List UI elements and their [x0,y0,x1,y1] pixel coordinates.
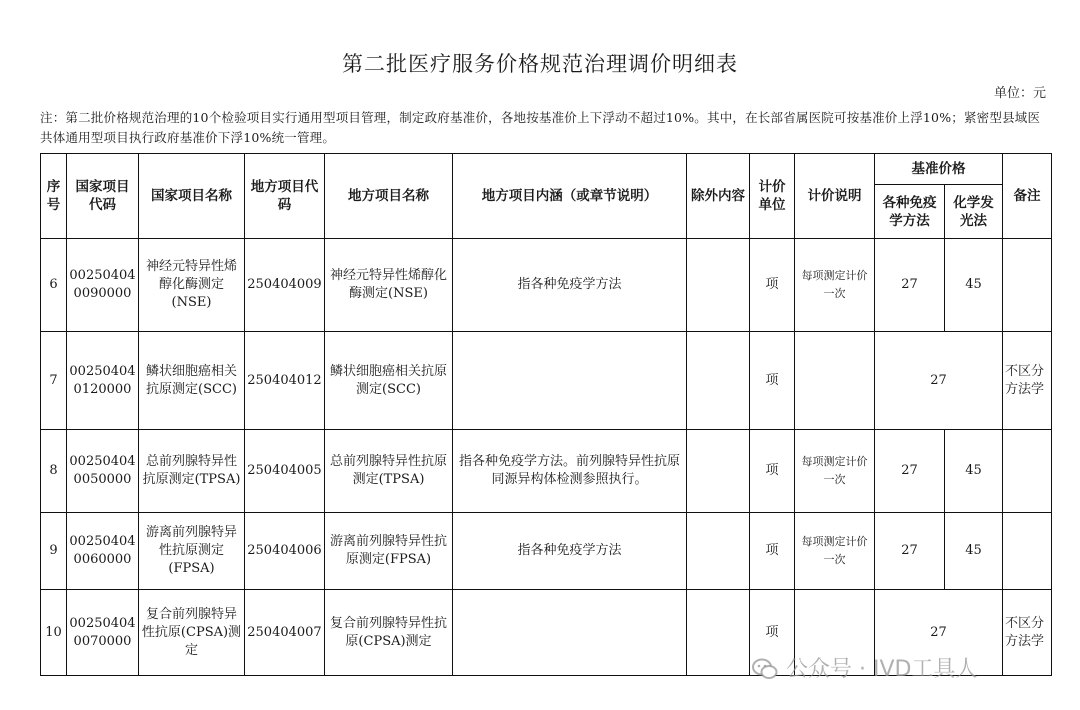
header-pricing-note: 计价说明 [795,154,875,239]
cell-price-chemi: 45 [945,513,1003,590]
header-pricing-unit: 计价单位 [750,154,795,239]
cell-seq: 9 [41,513,67,590]
cell-price-merged: 27 [875,332,1003,430]
cell-national-name: 鳞状细胞癌相关抗原测定(SCC) [139,332,245,430]
cell-content: 指各种免疫学方法。前列腺特异性抗原同源异构体检测参照执行。 [453,430,687,513]
cell-exclusions [687,332,750,430]
cell-remarks: 不区分方法学 [1003,590,1052,676]
cell-content [453,590,687,676]
watermark [752,652,977,683]
cell-price-chemi: 45 [945,430,1003,513]
cell-unit: 项 [750,332,795,430]
table-row [41,332,1052,430]
header-seq: 序号 [41,154,67,239]
cell-price-immuno: 27 [875,239,945,332]
cell-seq: 8 [41,430,67,513]
cell-unit: 项 [750,590,795,676]
cell-local-code: 250404009 [245,239,325,332]
cell-local-name: 复合前列腺特异性抗原(CPSA)测定 [325,590,453,676]
cell-seq: 6 [41,239,67,332]
cell-local-name: 总前列腺特异性抗原测定(TPSA) [325,430,453,513]
cell-price-chemi: 45 [945,239,1003,332]
header-remarks: 备注 [1003,154,1052,239]
cell-exclusions [687,430,750,513]
cell-unit: 项 [750,513,795,590]
header-method-chemi: 化学发光法 [945,185,1003,239]
header-exclusions: 除外内容 [687,154,750,239]
cell-remarks [1003,430,1052,513]
table-row [41,430,1052,513]
cell-remarks [1003,239,1052,332]
header-base-price: 基准价格 [875,154,1003,185]
header-local-content: 地方项目内涵（或章节说明） [453,154,687,239]
price-table [40,153,1052,676]
cell-unit: 项 [750,430,795,513]
cell-national-code: 00250404 0070000 [67,590,139,676]
cell-local-code: 250404007 [245,590,325,676]
cell-national-code: 00250404 0060000 [67,513,139,590]
cell-local-code: 250404005 [245,430,325,513]
cell-pricing-note: 每项测定计价一次 [795,239,875,332]
cell-national-code: 00250404 0050000 [67,430,139,513]
cell-national-name: 复合前列腺特异性抗原(CPSA)测定 [139,590,245,676]
cell-content [453,332,687,430]
cell-exclusions [687,239,750,332]
cell-national-code: 00250404 0120000 [67,332,139,430]
header-method-immuno: 各种免疫学方法 [875,185,945,239]
cell-content: 指各种免疫学方法 [453,239,687,332]
cell-price-merged: 27 [875,590,1003,676]
unit-label: 单位：元 [993,86,1046,101]
cell-seq: 10 [41,590,67,676]
cell-pricing-note: 每项测定计价一次 [795,513,875,590]
cell-exclusions [687,590,750,676]
cell-national-name: 总前列腺特异性抗原测定(TPSA) [139,430,245,513]
cell-local-code: 250404006 [245,513,325,590]
header-national-name: 国家项目名称 [139,154,245,239]
header-row-top [41,154,1052,185]
header-national-code: 国家项目代码 [67,154,139,239]
cell-price-immuno: 27 [875,430,945,513]
table-row [41,239,1052,332]
watermark-text: 公众号 · IVD工具人 [786,657,978,682]
document-title: 第二批医疗服务价格规范治理调价明细表 [342,52,738,76]
cell-national-name: 神经元特异性烯醇化酶测定(NSE) [139,239,245,332]
cell-unit: 项 [750,239,795,332]
cell-local-name: 鳞状细胞癌相关抗原测定(SCC) [325,332,453,430]
cell-local-name: 游离前列腺特异性抗原测定(FPSA) [325,513,453,590]
cell-content: 指各种免疫学方法 [453,513,687,590]
cell-local-code: 250404012 [245,332,325,430]
cell-pricing-note [795,332,875,430]
table-row [41,513,1052,590]
cell-price-immuno: 27 [875,513,945,590]
header-local-code: 地方项目代码 [245,154,325,239]
cell-remarks [1003,513,1052,590]
cell-seq: 7 [41,332,67,430]
cell-local-name: 神经元特异性烯醇化酶测定(NSE) [325,239,453,332]
cell-pricing-note: 每项测定计价一次 [795,430,875,513]
note-text: 注：第二批价格规范治理的10个检验项目实行通用型项目管理，制定政府基准价，各地按基准价上下浮动不超过10%。其中，在长部省属医院可按基准价上浮10%；紧密型县域医共体通用型项目执行政府基准价下浮10%统一管理。 [40,110,1041,145]
header-local-name: 地方项目名称 [325,154,453,239]
cell-exclusions [687,513,750,590]
cell-national-code: 00250404 0090000 [67,239,139,332]
cell-national-name: 游离前列腺特异性抗原测定(FPSA) [139,513,245,590]
cell-remarks: 不区分方法学 [1003,332,1052,430]
wechat-icon [752,658,778,680]
